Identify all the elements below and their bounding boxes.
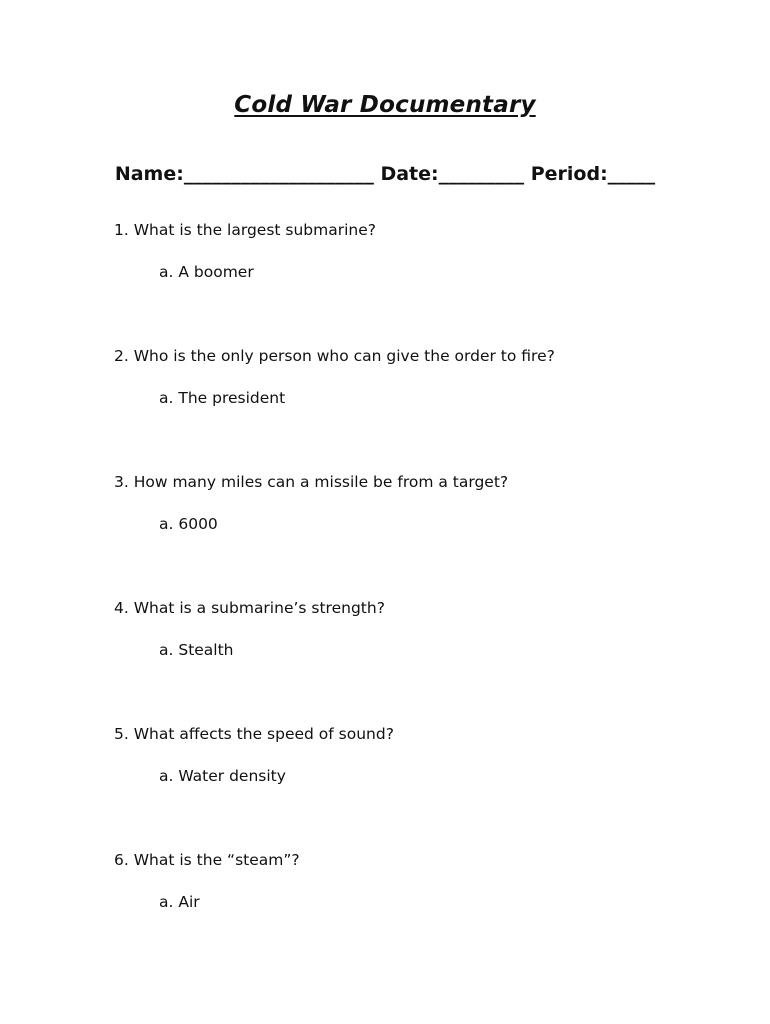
question-4: 4. What is a submarine’s strength? bbox=[114, 599, 385, 617]
question-6: 6. What is the “steam”? bbox=[114, 851, 300, 869]
question-2: 2. Who is the only person who can give the order to fire? bbox=[114, 347, 555, 365]
answer-4: a. Stealth bbox=[159, 641, 234, 659]
answer-6: a. Air bbox=[159, 893, 200, 911]
document-title: Cold War Documentary bbox=[234, 92, 536, 118]
name-date-period-line: Name:____________________ Date:_________ Period:_____ bbox=[114, 163, 656, 185]
answer-5: a. Water density bbox=[159, 767, 286, 785]
answer-3: a. 6000 bbox=[159, 515, 218, 533]
question-5: 5. What affects the speed of sound? bbox=[114, 725, 394, 743]
answer-2: a. The president bbox=[159, 389, 286, 407]
answer-1: a. A boomer bbox=[159, 263, 254, 281]
question-3: 3. How many miles can a missile be from a target? bbox=[114, 473, 509, 491]
question-1: 1. What is the largest submarine? bbox=[114, 221, 377, 239]
